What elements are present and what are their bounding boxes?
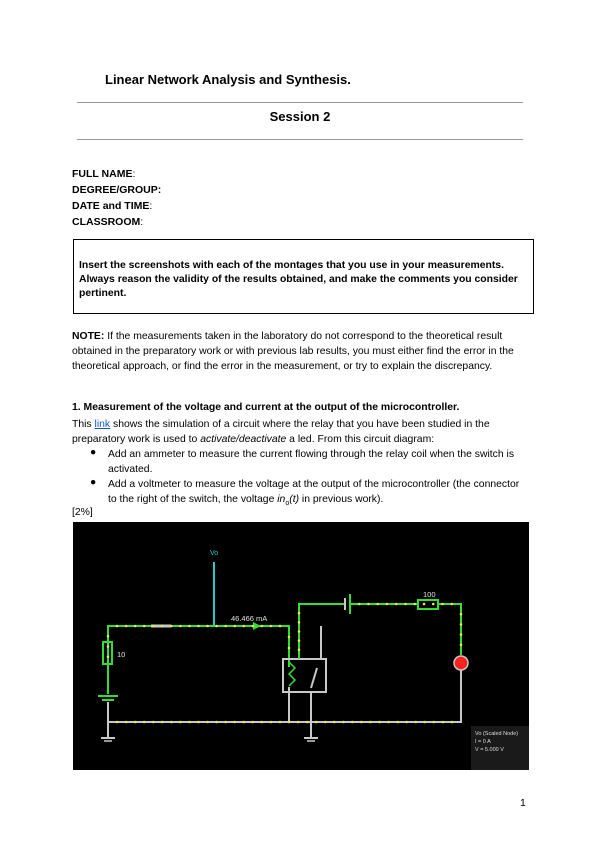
current-dot bbox=[252, 625, 255, 628]
current-dot bbox=[116, 625, 119, 628]
section-heading: 1. Measurement of the voltage and current at the output of the microcontroller. bbox=[72, 402, 460, 413]
current-dot bbox=[423, 603, 426, 606]
probe-label: Vo bbox=[210, 550, 219, 557]
field-classroom: CLASSROOM: bbox=[72, 216, 144, 228]
document-title: Linear Network Analysis and Synthesis. bbox=[105, 72, 351, 87]
current-dot bbox=[170, 721, 173, 724]
current-dot bbox=[134, 721, 137, 724]
field-degree-group: DEGREE/GROUP: bbox=[72, 184, 162, 196]
current-dot bbox=[441, 603, 444, 606]
current-dot bbox=[433, 721, 436, 724]
wire-top-left bbox=[108, 626, 289, 667]
current-dot bbox=[270, 721, 273, 724]
current-dot bbox=[442, 721, 445, 724]
current-dot bbox=[423, 721, 426, 724]
relay-switch bbox=[311, 668, 317, 688]
circuit-simulation-screenshot bbox=[73, 522, 529, 770]
current-dot bbox=[414, 721, 417, 724]
divider-bottom bbox=[77, 139, 523, 140]
current-dot bbox=[351, 721, 354, 724]
led-icon bbox=[454, 656, 468, 670]
current-dot bbox=[179, 721, 182, 724]
field-date-time: DATE and TIME: bbox=[72, 200, 153, 212]
current-arrow-icon bbox=[253, 622, 261, 630]
current-dot bbox=[107, 635, 110, 638]
current-dot bbox=[306, 721, 309, 724]
wire-bottom bbox=[108, 667, 461, 722]
current-dot bbox=[297, 721, 300, 724]
current-dot bbox=[404, 603, 407, 606]
field-full-name: FULL NAME: bbox=[72, 168, 136, 180]
current-dot bbox=[134, 625, 137, 628]
current-dot bbox=[233, 721, 236, 724]
current-dot bbox=[206, 625, 209, 628]
current-dot bbox=[460, 613, 463, 616]
current-dot bbox=[395, 603, 398, 606]
session-title: Session 2 bbox=[269, 109, 331, 124]
current-dot bbox=[298, 612, 301, 615]
current-dot bbox=[376, 603, 379, 606]
current-dot bbox=[333, 721, 336, 724]
circuit-diagram bbox=[73, 522, 529, 770]
current-dot bbox=[152, 625, 155, 628]
current-dot bbox=[261, 625, 264, 628]
current-dot bbox=[367, 603, 370, 606]
current-dot bbox=[143, 721, 146, 724]
current-dots bbox=[107, 603, 463, 724]
note-paragraph: NOTE: If the measurements taken in the laboratory do not correspond to the theoretical result obtained in the preparatory work or with previous lab results, you must either find the error in the theoretical approach, or find the error in the measurement, or try to explain the discrepancy. bbox=[72, 331, 514, 372]
info-line: Vo (Scaled Node) bbox=[475, 731, 519, 737]
current-dot bbox=[261, 721, 264, 724]
current-dot bbox=[188, 721, 191, 724]
current-dot bbox=[252, 721, 255, 724]
current-dot bbox=[405, 721, 408, 724]
current-dot bbox=[324, 721, 327, 724]
current-dot bbox=[179, 625, 182, 628]
page-number: 1 bbox=[520, 797, 526, 809]
current-dot bbox=[279, 721, 282, 724]
current-dot bbox=[215, 721, 218, 724]
current-dot bbox=[161, 721, 164, 724]
simulation-link[interactable]: link bbox=[94, 419, 111, 430]
current-dot bbox=[288, 636, 291, 639]
current-dot bbox=[215, 625, 218, 628]
current-dot bbox=[288, 721, 291, 724]
current-dot bbox=[197, 721, 200, 724]
instructions-box bbox=[73, 239, 534, 314]
divider-top bbox=[77, 102, 523, 103]
current-dot bbox=[224, 721, 227, 724]
current-dot bbox=[152, 721, 155, 724]
resistor-right-label: 100 bbox=[423, 590, 436, 599]
current-dot bbox=[396, 721, 399, 724]
bullet-item: Add an ammeter to measure the current flowing through the relay coil when the switch is activated. bbox=[108, 449, 515, 475]
current-dot bbox=[387, 721, 390, 724]
current-dot bbox=[460, 644, 463, 647]
info-line: V = 5.000 V bbox=[475, 747, 504, 753]
current-dot bbox=[242, 721, 245, 724]
current-dot bbox=[358, 603, 361, 606]
resistor-right bbox=[418, 600, 438, 609]
current-dot bbox=[450, 603, 453, 606]
current-dot bbox=[125, 625, 128, 628]
current-dot bbox=[298, 649, 301, 652]
current-dot bbox=[315, 721, 318, 724]
current-dot bbox=[432, 603, 435, 606]
bullet-icon: ● bbox=[90, 447, 97, 458]
current-dot bbox=[298, 621, 301, 624]
current-dot bbox=[143, 625, 146, 628]
current-dot bbox=[188, 625, 191, 628]
current-dot bbox=[460, 633, 463, 636]
current-dot bbox=[369, 721, 372, 724]
current-dot bbox=[116, 721, 119, 724]
current-dot bbox=[298, 639, 301, 642]
current-dot bbox=[298, 630, 301, 633]
current-dot bbox=[451, 721, 454, 724]
current-dot bbox=[360, 721, 363, 724]
current-dot bbox=[413, 603, 416, 606]
current-dot bbox=[107, 655, 110, 658]
current-dot bbox=[288, 647, 291, 650]
current-dot bbox=[161, 625, 164, 628]
current-dot bbox=[279, 625, 282, 628]
wire-right-top bbox=[350, 604, 461, 655]
current-dot bbox=[378, 721, 381, 724]
current-dot bbox=[197, 625, 200, 628]
current-dot bbox=[386, 603, 389, 606]
current-readout: 46.466 mA bbox=[231, 614, 268, 623]
current-dot bbox=[460, 623, 463, 626]
current-dot bbox=[125, 721, 128, 724]
bullet-item: Add a voltmeter to measure the voltage at the output of the microcontroller (the connector to the right of the switch, the voltage $in_o(t)$ in previous work). bbox=[108, 479, 520, 508]
current-dot bbox=[242, 625, 245, 628]
current-dot bbox=[170, 625, 173, 628]
resistor-left-label: 10 bbox=[117, 650, 126, 659]
current-dot bbox=[224, 625, 227, 628]
weight-label: [2%] bbox=[72, 507, 93, 518]
current-dot bbox=[342, 721, 345, 724]
instructions-text: Insert the screenshots with each of the montages that you use in your measurements. Always reason the validity of the results obtained, and make the comments you consider pertinent. bbox=[79, 260, 518, 299]
current-dot bbox=[233, 625, 236, 628]
bullet-icon: ● bbox=[90, 477, 97, 488]
current-dot bbox=[107, 645, 110, 648]
info-line: I = 0 A bbox=[475, 739, 491, 745]
section-intro: This link shows the simulation of a circuit where the relay that you have been studied in the preparatory work is used to activate/deactivate a led. From this circuit diagram: bbox=[72, 419, 490, 445]
current-dot bbox=[270, 625, 273, 628]
current-dot bbox=[206, 721, 209, 724]
